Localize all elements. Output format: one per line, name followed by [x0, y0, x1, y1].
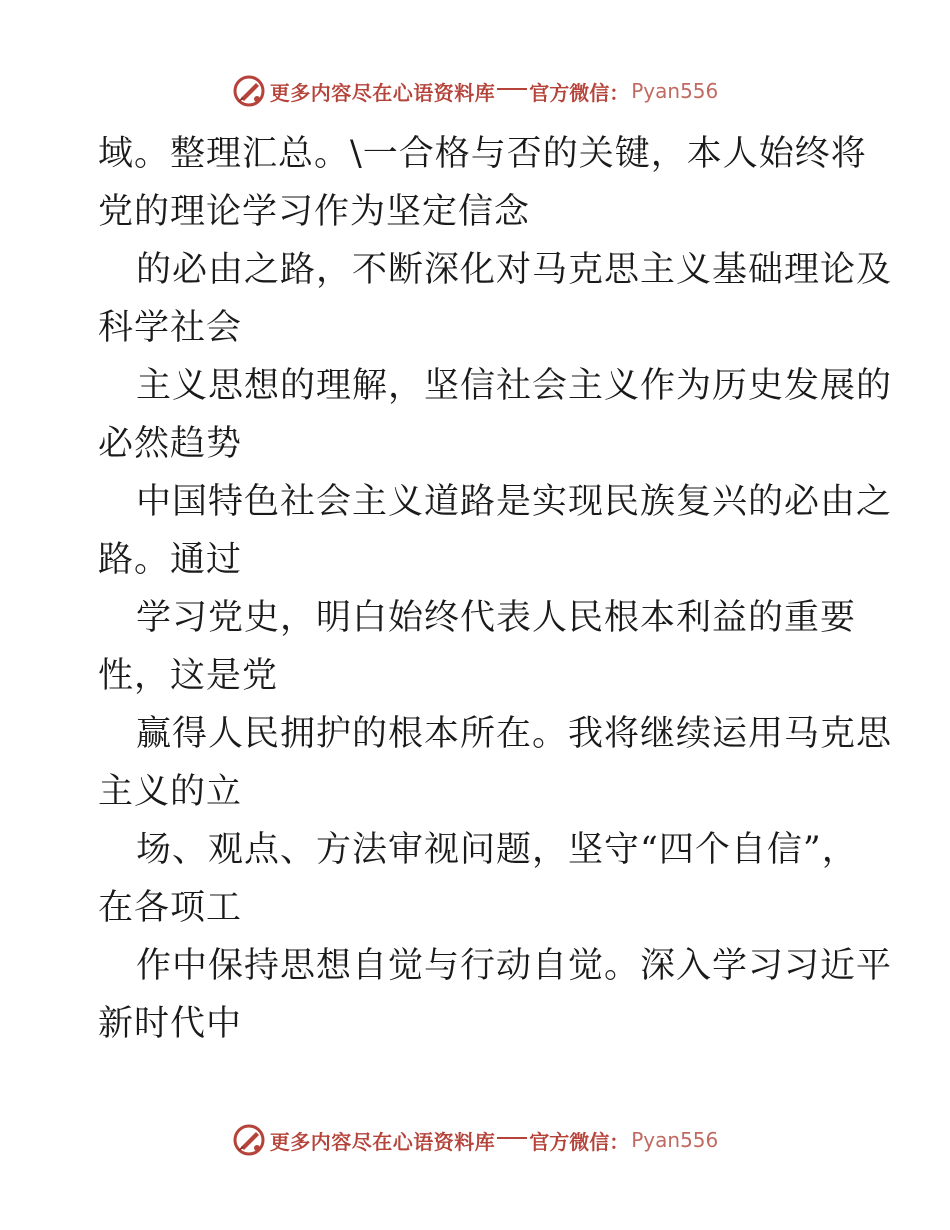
- body-line-10: 性，这是党: [98, 656, 279, 696]
- body-line-2: 党的理论学习作为坚定信念: [98, 192, 531, 232]
- body-line-1: 域。整理汇总。\一合格与否的关键，本人始终将: [98, 134, 867, 174]
- body-line-7: 中国特色社会主义道路是实现民族复兴的必由之: [136, 482, 893, 522]
- footer-banner: [0, 1120, 950, 1160]
- body-line-9: 学习党史，明白始终代表人民根本利益的重要: [136, 598, 857, 638]
- header-banner: [0, 71, 950, 111]
- footer-banner-id: Pyan556: [631, 1128, 719, 1152]
- pen-nib-logo-icon: [232, 74, 266, 108]
- header-banner-text: 更多内容尽在心语资料库: [269, 80, 496, 105]
- body-line-13: 场、观点、方法审视问题，坚守“四个自信”，: [136, 830, 858, 870]
- body-line-5: 主义思想的理解，坚信社会主义作为历史发展的: [136, 366, 893, 406]
- header-banner-label: 官方微信：: [529, 80, 630, 105]
- body-line-4: 科学社会: [98, 308, 243, 348]
- footer-banner-dash: [497, 1137, 527, 1139]
- body-line-16: 新时代中: [98, 1004, 243, 1044]
- body-line-8: 路。通过: [98, 540, 243, 580]
- body-line-6: 必然趋势: [98, 424, 243, 464]
- header-banner-id: Pyan556: [631, 79, 719, 103]
- pen-nib-logo-icon: [232, 1123, 266, 1157]
- document-body: [98, 125, 893, 1053]
- body-line-15: 作中保持思想自觉与行动自觉。深入学习习近平: [136, 946, 893, 986]
- body-line-3: 的必由之路，不断深化对马克思主义基础理论及: [136, 250, 893, 290]
- footer-banner-label: 官方微信：: [529, 1129, 630, 1154]
- body-line-12: 主义的立: [98, 772, 243, 812]
- body-line-14: 在各项工: [98, 888, 243, 928]
- header-banner-dash: [497, 88, 527, 90]
- body-line-11: 赢得人民拥护的根本所在。我将继续运用马克思: [136, 714, 893, 754]
- footer-banner-text: 更多内容尽在心语资料库: [269, 1129, 496, 1154]
